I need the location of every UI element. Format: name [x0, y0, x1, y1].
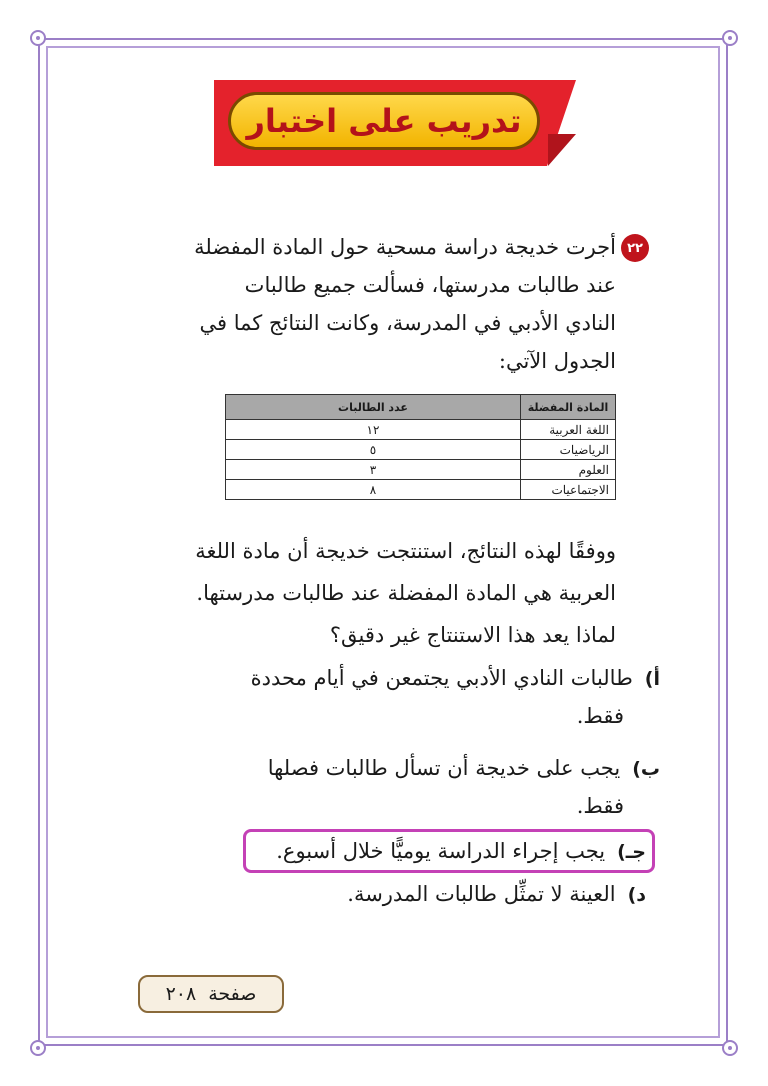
option-letter: أ): [644, 668, 660, 690]
page-number-box: [138, 975, 284, 1013]
frame-corner-ornament: [722, 30, 738, 46]
option-b[interactable]: [268, 752, 660, 785]
table-cell-count: ٣: [226, 460, 521, 480]
conclusion-line: لماذا يعد هذا الاستنتاج غير دقيق؟: [329, 623, 616, 647]
table-cell-count: ٥: [226, 440, 521, 460]
page-label: صفحة: [208, 983, 257, 1005]
frame-corner-ornament: [722, 1040, 738, 1056]
option-text: يجب إجراء الدراسة يوميًّا خلال أسبوع.: [276, 839, 606, 863]
question-line: النادي الأدبي في المدرسة، وكانت النتائج كما في: [199, 311, 616, 335]
frame-corner-ornament: [30, 1040, 46, 1056]
results-table: [225, 394, 616, 500]
option-d[interactable]: [347, 878, 646, 911]
title-banner: [214, 80, 576, 166]
frame-corner-ornament: [30, 30, 46, 46]
question-line: أجرت خديجة دراسة مسحية حول المادة المفضلة: [194, 235, 616, 259]
option-letter: جـ): [617, 841, 646, 863]
table-header-count: عدد الطالبات: [226, 395, 521, 420]
page-title: تدريب على اختبار: [246, 102, 522, 140]
option-letter: د): [627, 884, 646, 906]
banner-pill: [228, 92, 540, 150]
question-number-badge: ٢٢: [621, 234, 649, 262]
page-number: ٢٠٨: [165, 983, 197, 1005]
option-text: يجب على خديجة أن تسأل طالبات فصلها: [267, 756, 621, 780]
table-cell-count: ٨: [226, 480, 521, 500]
option-a[interactable]: [251, 662, 660, 695]
question-line: الجدول الآتي:: [498, 349, 616, 373]
question-line: عند طالبات مدرستها، فسألت جميع طالبات: [244, 273, 616, 297]
option-text: طالبات النادي الأدبي يجتمعن في أيام محددة: [250, 666, 633, 690]
table-row: [226, 440, 616, 460]
table-header-row: [226, 395, 616, 420]
table-cell-subject: الاجتماعيات: [521, 480, 616, 500]
conclusion-line: العربية هي المادة المفضلة عند طالبات مدرستها.: [196, 581, 616, 605]
option-c[interactable]: [276, 835, 646, 868]
banner-red-fold: [548, 134, 576, 166]
option-letter: ب): [632, 758, 660, 780]
option-b-continuation: فقط.: [576, 794, 624, 818]
table-cell-count: ١٢: [226, 420, 521, 440]
table-cell-subject: العلوم: [521, 460, 616, 480]
option-a-continuation: فقط.: [576, 704, 624, 728]
table-cell-subject: اللغة العربية: [521, 420, 616, 440]
table-row: [226, 460, 616, 480]
table-row: [226, 480, 616, 500]
option-text: العينة لا تمثِّل طالبات المدرسة.: [347, 882, 616, 906]
table-header-subject: المادة المفضلة: [521, 395, 616, 420]
table-cell-subject: الرياضيات: [521, 440, 616, 460]
conclusion-line: ووفقًا لهذه النتائج، استنتجت خديجة أن مادة اللغة: [195, 539, 616, 563]
table-row: [226, 420, 616, 440]
